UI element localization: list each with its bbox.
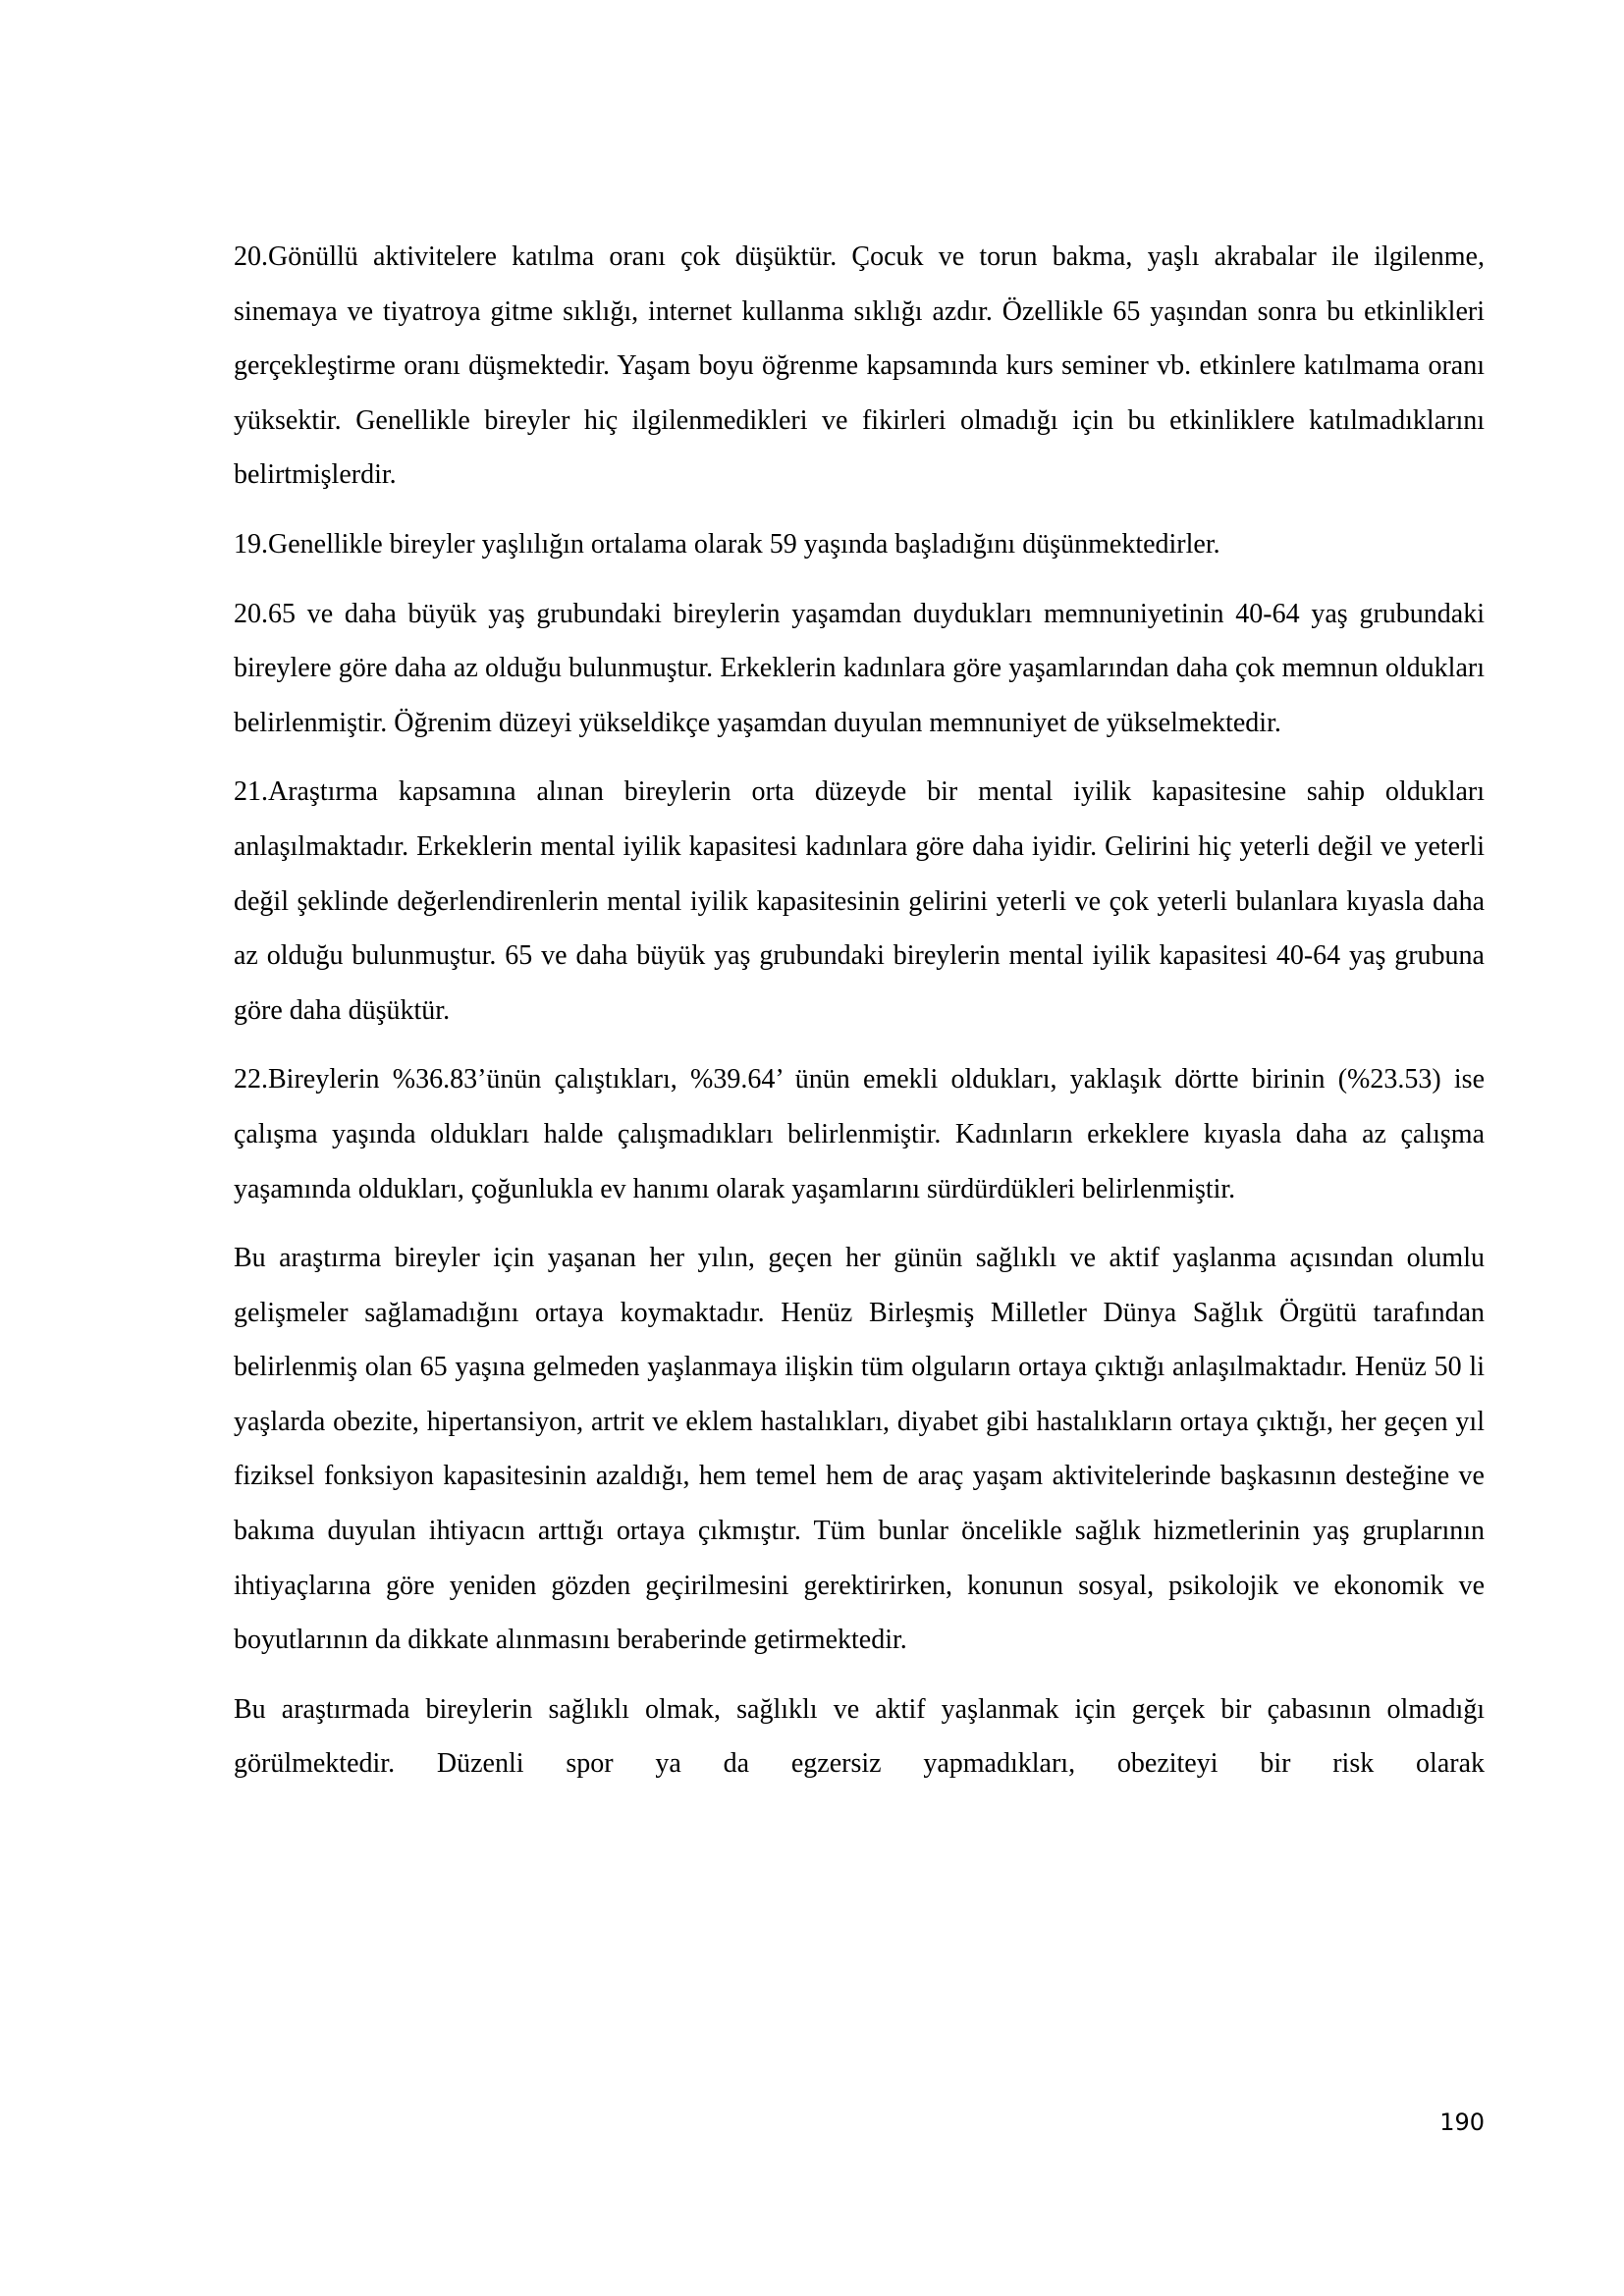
paragraph-item-20-volunteer-activities: 20.Gönüllü aktivitelere katılma oranı çok düşüktür. Çocuk ve torun bakma, yaşlı akrabalar ile ilgilenme, sinemaya ve tiyatroya gitme sıklığı, internet kullanma sıklığı azdır. Özellikle 65 yaşından sonra bu etkinlikleri gerçekleştirme oranı düşmektedir. Yaşam boyu öğrenme kapsamında kurs seminer vb. etkinlere katılmama oranı yüksektir. Genellikle bireyler hiç ilgilenmedikleri ve fikirleri olmadığı için bu etkinliklere katılmadıklarını belirtmişlerdir. [234,241,1485,491]
paragraph-item-21-mental-wellbeing: 21.Araştırma kapsamına alınan bireylerin orta düzeyde bir mental iyilik kapasitesine sahip oldukları anlaşılmaktadır. Erkeklerin mental iyilik kapasitesi kadınlara göre daha iyidir. Gelirini hiç yeterli değil ve yeterli değil şeklinde değerlendirenlerin mental iyilik kapasitesinin gelirini yeterli ve çok yeterli bulanlara kıyasla daha az olduğu bulunmuştur. 65 ve daha büyük yaş grubundaki bireylerin mental iyilik kapasitesi 40-64 yaş grubuna göre daha düşüktür. [234,776,1485,1026]
paragraph-item-20-life-satisfaction: 20.65 ve daha büyük yaş grubundaki bireylerin yaşamdan duydukları memnuniyetinin 40-64 yaş grubundaki bireylere göre daha az olduğu bulunmuştur. Erkeklerin kadınlara göre yaşamlarından daha çok memnun oldukları belirlenmiştir. Öğrenim düzeyi yükseldikçe yaşamdan duyulan memnuniyet de yükselmektedir. [234,598,1485,738]
paragraph-conclusion-aging: Bu araştırma bireyler için yaşanan her yılın, geçen her günün sağlıklı ve aktif yaşlanma açısından olumlu gelişmeler sağlamadığını ortaya koymaktadır. Henüz Birleşmiş Milletler Dünya Sağlık Örgütü tarafından belirlenmiş olan 65 yaşına gelmeden yaşlanmaya ilişkin tüm olguların ortaya çıktığı anlaşılmaktadır. Henüz 50 li yaşlarda obezite, hipertansiyon, artrit ve eklem hastalıkları, diyabet gibi hastalıkların ortaya çıktığı, her geçen yıl fiziksel fonksiyon kapasitesinin azaldığı, hem temel hem de araç yaşam aktivitelerinde başkasının desteğine ve bakıma duyulan ihtiyacın arttığı ortaya çıkmıştır. Tüm bunlar öncelikle sağlık hizmetlerinin yaş gruplarının ihtiyaçlarına göre yeniden gözden geçirilmesini gerektirirken, konunun sosyal, psikolojik ve ekonomik ve boyutlarının da dikkate alınmasını beraberinde getirmektedir. [234,1243,1485,1656]
paragraph-item-22-employment: 22.Bireylerin %36.83’ünün çalıştıkları, %39.64’ ünün emekli oldukları, yaklaşık dörtte birinin (%23.53) ise çalışma yaşında oldukları halde çalışmadıkları belirlenmiştir. Kadınların erkeklere kıyasla daha az çalışma yaşamında oldukları, çoğunlukla ev hanımı olarak yaşamlarını sürdürdükleri belirlenmiştir. [234,1064,1485,1204]
paragraph-conclusion-effort: Bu araştırmada bireylerin sağlıklı olmak, sağlıklı ve aktif yaşlanmak için gerçek bir çabasının olmadığı görülmektedir. Düzenli spor ya da egzersiz yapmadıkları, obeziteyi bir risk olarak [234,1693,1485,1780]
body-text [234,230,1485,1806]
paragraph-item-19-aging-onset: 19.Genellikle bireyler yaşlılığın ortalama olarak 59 yaşında başladığını düşünmektedirler. [234,528,1220,560]
page-number: 190 [1439,2109,1485,2136]
